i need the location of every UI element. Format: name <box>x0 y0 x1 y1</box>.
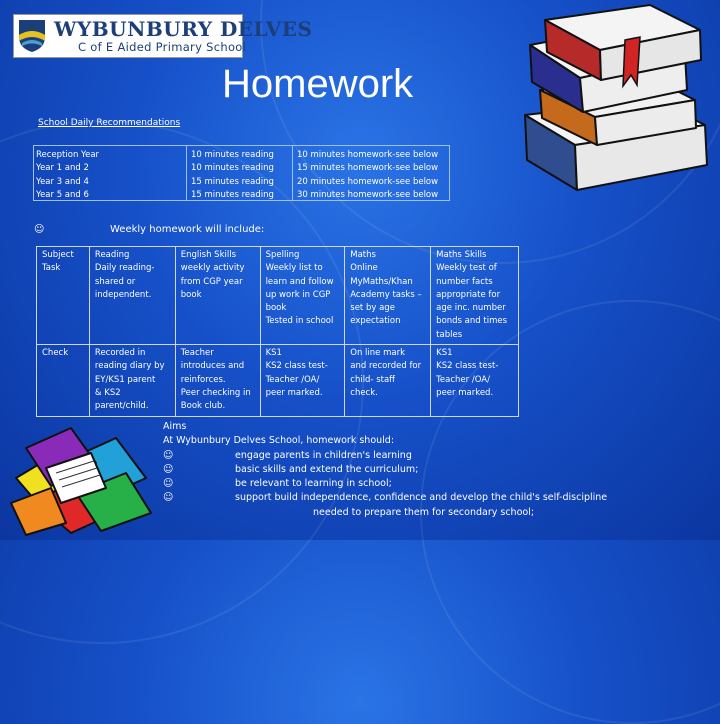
table-cell: Maths Skills Weekly test of number facts appropriate for age inc. number bonds and times tables <box>431 247 519 345</box>
table-cell: Recorded in reading diary by EY/KS1 parent & KS2 parent/child. <box>89 345 175 416</box>
list-item <box>163 449 633 463</box>
aim-continuation <box>163 506 633 520</box>
aims-title: Aims <box>163 421 187 432</box>
homework-table <box>36 246 519 417</box>
weekly-heading-text: Weekly homework will include: <box>110 224 265 235</box>
table-cell: Subject Task <box>37 247 90 345</box>
homework-time: 15 minutes homework-see below <box>297 163 439 174</box>
smiley-icon: ☺ <box>163 463 174 475</box>
homework-time: 10 minutes homework-see below <box>297 150 439 160</box>
table-cell: KS1 KS2 class test- Teacher /OA/ peer marked. <box>431 345 519 416</box>
table-cell: KS1 KS2 class test- Teacher /OA/ peer marked. <box>260 345 345 416</box>
school-subtitle: C of E Aided Primary School <box>78 40 247 54</box>
page-title: Homework <box>222 62 414 106</box>
smiley-icon: ☺ <box>163 449 174 461</box>
table-cell: Spelling Weekly list to learn and follow up work in CGP book Tested in school <box>260 247 345 345</box>
year-label: Reception Year <box>36 150 100 160</box>
smiley-icon: ☺ <box>163 478 174 490</box>
table-cell: On line mark and recorded for child- staff check. <box>345 345 431 416</box>
smiley-icon: ☺ <box>163 492 174 504</box>
school-name: WYBUNBURY DELVES <box>54 17 313 41</box>
reading-time: 10 minutes reading <box>191 163 274 174</box>
list-item <box>163 477 633 491</box>
homework-time: 20 minutes homework-see below <box>297 176 439 187</box>
table-cell: Reading Daily reading- shared or independent. <box>89 247 175 345</box>
year-label: Year 1 and 2 <box>36 163 89 174</box>
table-row <box>37 247 519 345</box>
reading-column <box>191 149 274 203</box>
year-label: Year 3 and 4 <box>36 176 89 187</box>
table-cell: Maths Online MyMaths/Khan Academy tasks – set by age expectation <box>345 247 431 345</box>
paper-pile-icon <box>6 408 156 536</box>
aim-text: support build independence, confidence and develop the child's self-discipline <box>235 492 608 504</box>
aim-continuation-text: needed to prepare them for secondary school; <box>313 506 535 518</box>
school-logo <box>13 14 313 58</box>
list-item <box>163 491 633 505</box>
homework-time: 30 minutes homework-see below <box>297 190 439 201</box>
aims-section <box>163 420 633 520</box>
aims-intro: At Wybunbury Delves School, homework should: <box>163 435 395 447</box>
column-divider <box>186 146 187 200</box>
reading-time: 15 minutes reading <box>191 176 274 187</box>
books-stack-icon <box>505 0 715 200</box>
reading-time: 15 minutes reading <box>191 190 274 201</box>
smiley-icon: ☺ <box>34 224 45 235</box>
table-cell: English Skills weekly activity from CGP year book <box>175 247 260 345</box>
table-cell: Check <box>37 345 90 416</box>
column-divider <box>292 146 293 200</box>
recommendations-box <box>33 145 450 201</box>
year-label: Year 5 and 6 <box>36 190 89 201</box>
homework-column <box>297 149 438 203</box>
aim-text: engage parents in children's learning <box>235 449 412 461</box>
school-crest-icon <box>18 19 46 53</box>
recommendations-heading: School Daily Recommendations <box>38 118 181 128</box>
reading-time: 10 minutes reading <box>191 150 274 160</box>
year-column <box>36 149 99 203</box>
weekly-heading <box>34 224 265 235</box>
aim-text: basic skills and extend the curriculum; <box>235 463 419 475</box>
list-item <box>163 463 633 477</box>
table-row <box>37 345 519 416</box>
aim-text: be relevant to learning in school; <box>235 478 392 490</box>
table-cell: Teacher introduces and reinforces. Peer checking in Book club. <box>175 345 260 416</box>
